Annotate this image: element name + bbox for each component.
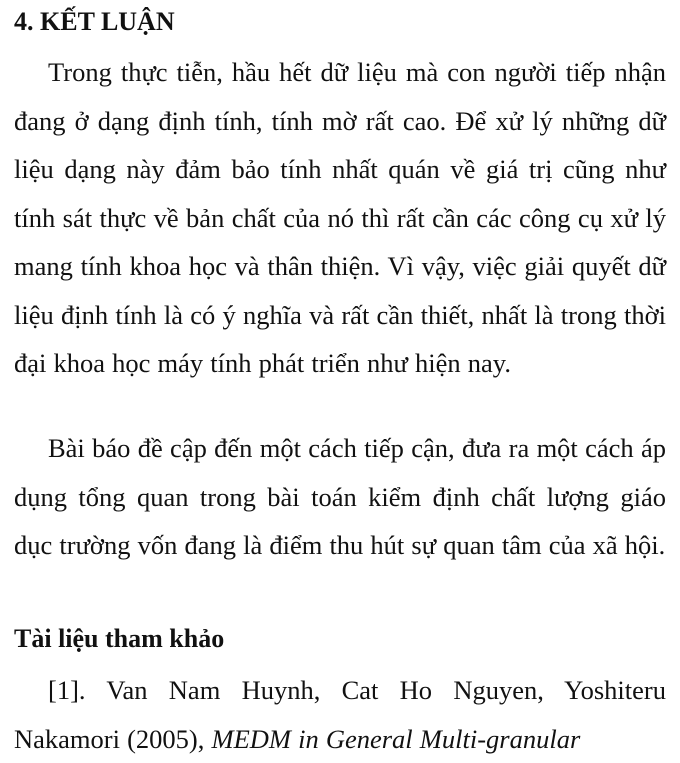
reference-item-1 <box>14 666 666 763</box>
conclusion-paragraph-2: Bài báo đề cập đến một cách tiếp cận, đưa ra một cách áp dụng tổng quan trong bài toán kiểm định chất lượng giáo dục trường vốn đang là điểm thu hút sự quan tâm của xã hội. <box>14 433 666 560</box>
reference-item-1-text: [1]. Van Nam Huynh, Cat Ho Nguyen, Yoshiteru Nakamori (2005), <box>14 675 666 754</box>
references-heading: Tài liệu tham khảo <box>14 624 225 653</box>
section-heading: 4. KẾT LUẬN <box>14 7 175 36</box>
conclusion-paragraph-1: Trong thực tiễn, hầu hết dữ liệu mà con người tiếp nhận đang ở dạng định tính, tính mờ rất cao. Để xử lý những dữ liệu dạng này đảm bảo tính nhất quán về giá trị cũng như tính sát thực về bản chất của nó thì rất cần các công cụ xử lý mang tính khoa học và thân thiện. Vì vậy, việc giải quyết dữ liệu định tính là có ý nghĩa và rất cần thiết, nhất là trong thời đại khoa học máy tính phát triển như hiện nay. <box>14 57 666 378</box>
reference-item-1-title: MEDM in General Multi-granular <box>211 723 581 754</box>
